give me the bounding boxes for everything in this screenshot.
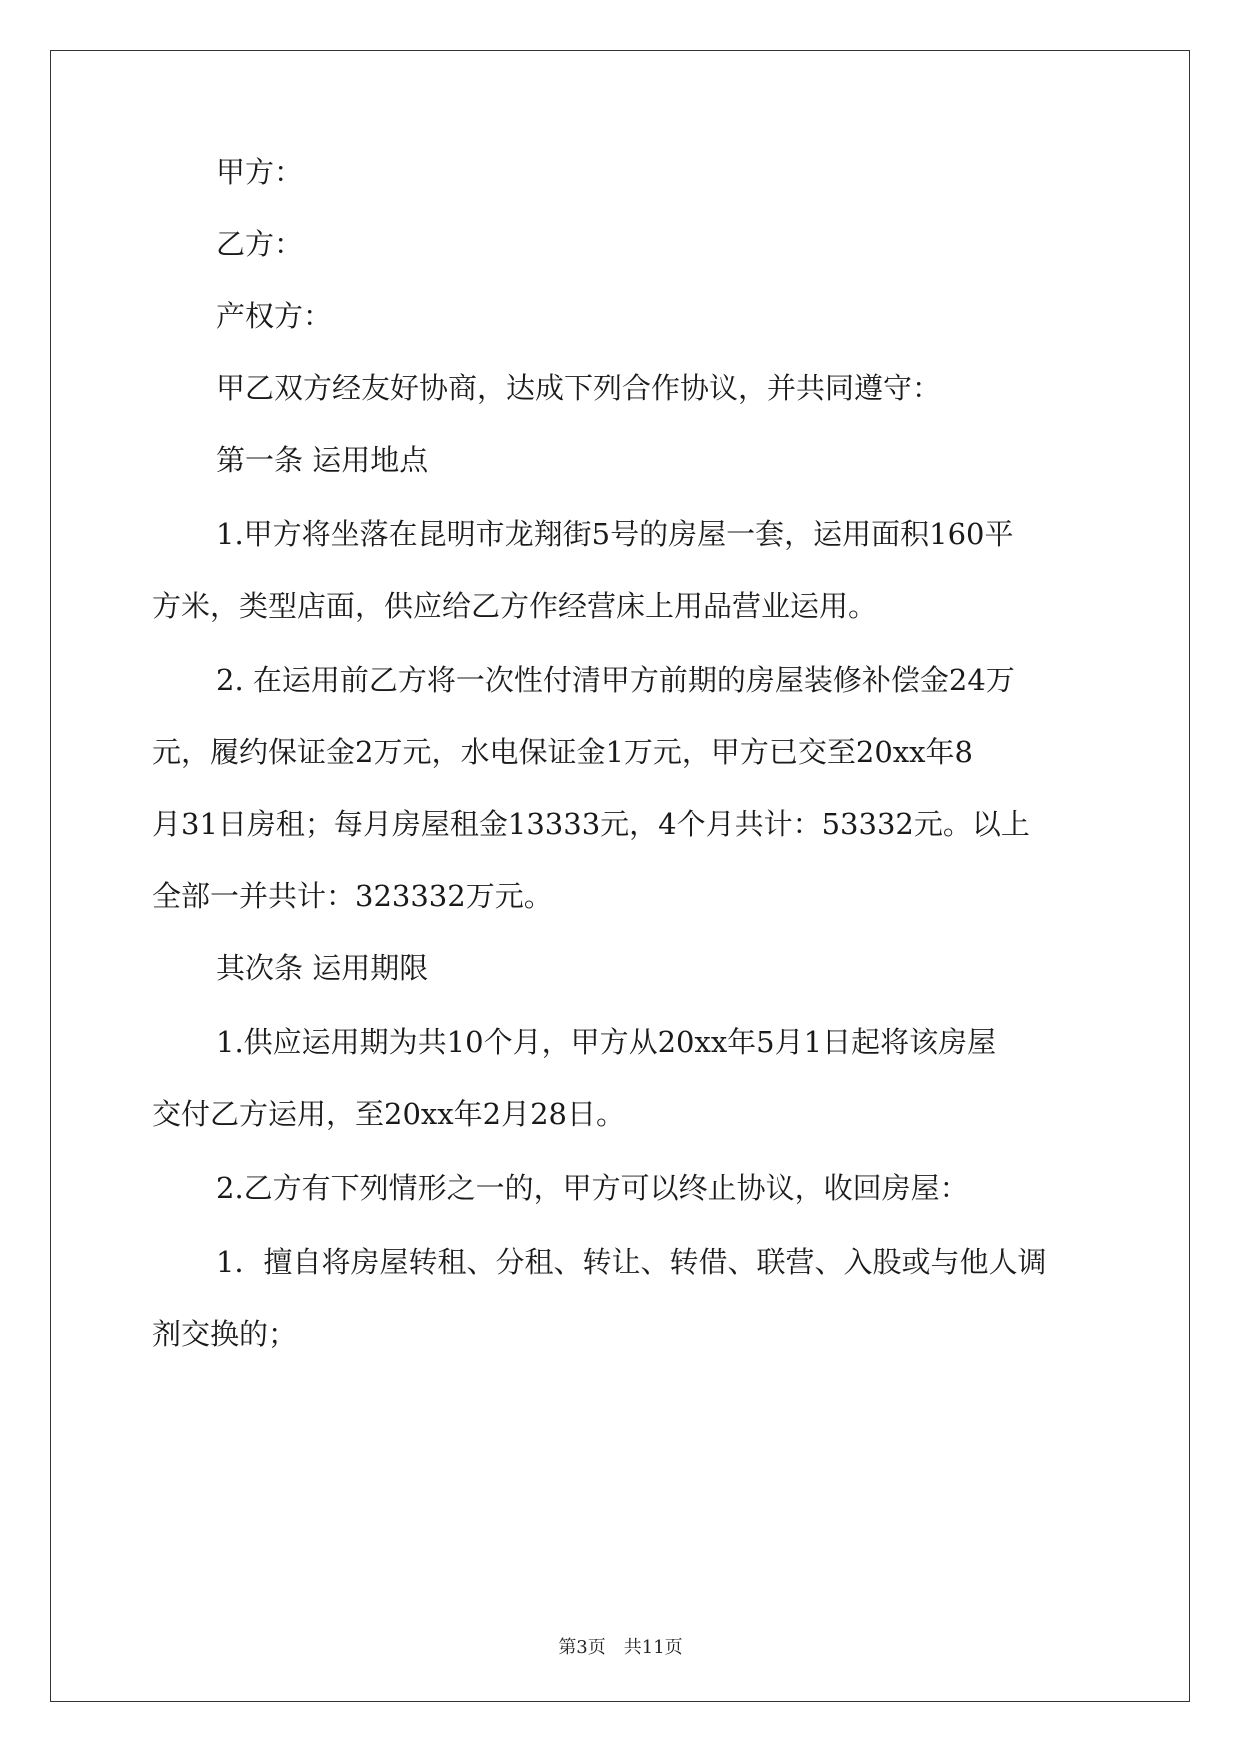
party-a-line: 甲方： bbox=[216, 155, 304, 189]
termination-item-1-line-1: 1．擅自将房屋转租、分租、转让、转借、联营、入股或与他人调 bbox=[216, 1245, 1047, 1279]
property-owner-line: 产权方： bbox=[216, 299, 333, 333]
page-number: 第3页 共11页 bbox=[558, 1637, 683, 1658]
article-1-clause-2-line-3: 月31日房租；每月房屋租金13333元，4个月共计：53332元。以上 bbox=[152, 807, 1030, 841]
article-1-clause-1-line-2: 方米，类型店面，供应给乙方作经营床上用品营业运用。 bbox=[152, 589, 878, 623]
agreement-intro: 甲乙双方经友好协商，达成下列合作协议，并共同遵守： bbox=[216, 371, 942, 405]
article-2-clause-1-line-2: 交付乙方运用，至20xx年2月28日。 bbox=[152, 1097, 625, 1131]
article-1-clause-2-line-4: 全部一并共计：323332万元。 bbox=[152, 879, 553, 913]
article-1-heading: 第一条 运用地点 bbox=[216, 443, 429, 477]
article-1-clause-1-line-1: 1.甲方将坐落在昆明市龙翔街5号的房屋一套，运用面积160平 bbox=[216, 517, 1014, 551]
party-b-line: 乙方： bbox=[216, 227, 304, 261]
article-2-clause-2: 2.乙方有下列情形之一的，甲方可以终止协议，收回房屋： bbox=[216, 1171, 969, 1205]
article-1-clause-2-line-1: 2. 在运用前乙方将一次性付清甲方前期的房屋装修补偿金24万 bbox=[216, 663, 1015, 697]
article-1-clause-2-line-2: 元，履约保证金2万元，水电保证金1万元，甲方已交至20xx年8 bbox=[152, 735, 973, 769]
termination-item-1-line-2: 剂交换的； bbox=[152, 1317, 298, 1351]
article-2-heading: 其次条 运用期限 bbox=[216, 951, 429, 985]
article-2-clause-1-line-1: 1.供应运用期为共10个月，甲方从20xx年5月1日起将该房屋 bbox=[216, 1025, 997, 1059]
